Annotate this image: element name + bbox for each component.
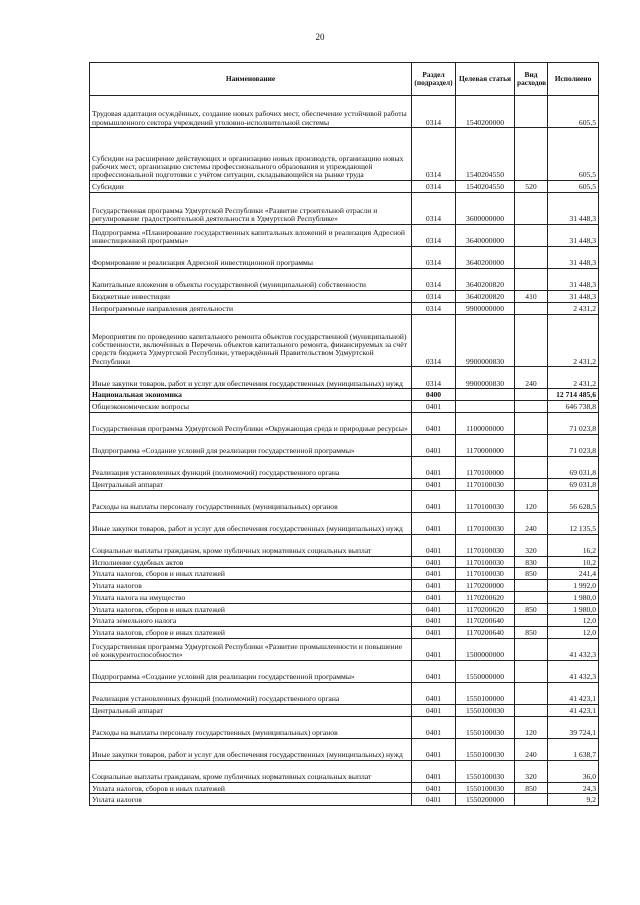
budget-execution-table: [89, 62, 599, 806]
row-name: Государственная программа Удмуртской Республики «Окружающая среда и природные ресурсы»: [90, 412, 412, 434]
table-row: [90, 704, 599, 716]
row-section: 0314: [412, 128, 456, 181]
row-name: Уплата налогов, сборов и иных платежей: [90, 782, 412, 794]
row-section: 0314: [412, 302, 456, 314]
row-name: Иные закупки товаров, работ и услуг для обеспечения государственных (муниципальных) нужд: [90, 512, 412, 534]
row-section: 0401: [412, 794, 456, 806]
row-amount: 605,5: [548, 181, 599, 193]
row-article: 1170000000: [456, 434, 515, 456]
row-kind: 240: [515, 367, 548, 389]
row-section: 0401: [412, 401, 456, 413]
row-kind: [515, 478, 548, 490]
table-row: [90, 534, 599, 556]
row-article: 1550100030: [456, 782, 515, 794]
row-name: Иные закупки товаров, работ и услуг для обеспечения государственных (муниципальных) нужд: [90, 367, 412, 389]
row-amount: 41 432,3: [548, 638, 599, 660]
row-name: Социальные выплаты гражданам, кроме публичных нормативных социальных выплат: [90, 760, 412, 782]
row-name: Общеэкономические вопросы: [90, 401, 412, 413]
row-section: 0314: [412, 192, 456, 224]
row-kind: 120: [515, 490, 548, 512]
row-amount: 31 448,3: [548, 247, 599, 269]
row-name: Расходы на выплаты персоналу государственных (муниципальных) органов: [90, 716, 412, 738]
row-kind: [515, 794, 548, 806]
row-article: 1170200000: [456, 580, 515, 592]
table-row: [90, 716, 599, 738]
row-name: Национальная экономика: [90, 389, 412, 401]
row-article: [456, 389, 515, 401]
row-section: 0314: [412, 181, 456, 193]
row-kind: [515, 591, 548, 603]
row-article: 1170100030: [456, 512, 515, 534]
row-section: 0401: [412, 490, 456, 512]
row-amount: 24,3: [548, 782, 599, 794]
row-section: 0401: [412, 738, 456, 760]
row-name: Субсидии на расширение действующих и организацию новых производств, организацию новых рабочих мест, организацию системы профессионального образования и упреждающей профессиональной подготовки с учётом ситуации, складывающейся на рынке труда: [90, 128, 412, 181]
row-amount: 2 431,2: [548, 302, 599, 314]
row-name: Уплата налогов, сборов и иных платежей: [90, 627, 412, 639]
row-amount: 69 031,8: [548, 478, 599, 490]
row-kind: [515, 704, 548, 716]
row-section: 0401: [412, 716, 456, 738]
row-section: 0401: [412, 556, 456, 568]
row-article: 3640000000: [456, 225, 515, 247]
row-amount: 36,0: [548, 760, 599, 782]
table-row: [90, 760, 599, 782]
row-kind: 120: [515, 716, 548, 738]
row-article: 1550100000: [456, 682, 515, 704]
row-article: 1170200640: [456, 615, 515, 627]
header-amount: Исполнено: [548, 63, 599, 96]
row-section: 0314: [412, 291, 456, 303]
row-kind: [515, 269, 548, 291]
row-kind: [515, 580, 548, 592]
row-kind: 850: [515, 627, 548, 639]
row-section: 0401: [412, 568, 456, 580]
row-article: 1550200000: [456, 794, 515, 806]
row-article: 9900000830: [456, 314, 515, 367]
row-name: Уплата налогов, сборов и иных платежей: [90, 603, 412, 615]
row-name: Подпрограмма «Создание условий для реализации государственной программы»: [90, 434, 412, 456]
table-row: [90, 96, 599, 128]
table-row: [90, 580, 599, 592]
row-article: 1500000000: [456, 638, 515, 660]
table-row: [90, 181, 599, 193]
row-article: 1170100030: [456, 490, 515, 512]
row-section: 0314: [412, 367, 456, 389]
row-kind: [515, 456, 548, 478]
row-kind: 520: [515, 181, 548, 193]
row-amount: 16,2: [548, 534, 599, 556]
row-amount: 1 638,7: [548, 738, 599, 760]
table-row: [90, 225, 599, 247]
table-row: [90, 412, 599, 434]
header-name: Наименование: [90, 63, 412, 96]
row-article: 3600000000: [456, 192, 515, 224]
header-kind: Вид расходов: [515, 63, 548, 96]
row-kind: [515, 225, 548, 247]
table-row: [90, 512, 599, 534]
row-amount: 39 724,1: [548, 716, 599, 738]
row-amount: 2 431,2: [548, 314, 599, 367]
row-section: 0401: [412, 456, 456, 478]
row-section: 0314: [412, 314, 456, 367]
row-article: 1170100030: [456, 478, 515, 490]
table-row: [90, 128, 599, 181]
table-row: [90, 603, 599, 615]
row-amount: 31 448,3: [548, 192, 599, 224]
row-name: Мероприятия по проведению капитального ремонта объектов государственной (муниципальной) собственности, включённых в Перечень объектов капитального ремонта, финансируемых за счёт средств бюджета Удмуртской Республики, утверждённый Правительством Удмуртской Республики: [90, 314, 412, 367]
row-section: 0401: [412, 603, 456, 615]
row-article: 3640200000: [456, 247, 515, 269]
row-amount: 10,2: [548, 556, 599, 568]
row-article: 1170200620: [456, 603, 515, 615]
row-amount: 1 992,0: [548, 580, 599, 592]
row-kind: [515, 660, 548, 682]
row-section: 0314: [412, 96, 456, 128]
row-amount: 56 628,5: [548, 490, 599, 512]
row-article: 1170200640: [456, 627, 515, 639]
row-section: 0401: [412, 638, 456, 660]
row-amount: 241,4: [548, 568, 599, 580]
row-name: Реализация установленных функций (полномочий) государственного органа: [90, 456, 412, 478]
row-section: 0401: [412, 534, 456, 556]
row-section: 0401: [412, 478, 456, 490]
row-section: 0401: [412, 704, 456, 716]
row-name: Капитальные вложения в объекты государственной (муниципальной) собственности: [90, 269, 412, 291]
table-row: [90, 389, 599, 401]
row-article: 1170100000: [456, 456, 515, 478]
row-kind: [515, 314, 548, 367]
row-name: Иные закупки товаров, работ и услуг для обеспечения государственных (муниципальных) нужд: [90, 738, 412, 760]
row-kind: 410: [515, 291, 548, 303]
row-kind: [515, 302, 548, 314]
row-section: 0401: [412, 760, 456, 782]
table-row: [90, 660, 599, 682]
row-name: Субсидии: [90, 181, 412, 193]
row-amount: 2 431,2: [548, 367, 599, 389]
row-section: 0401: [412, 682, 456, 704]
row-amount: 12 135,5: [548, 512, 599, 534]
row-kind: [515, 96, 548, 128]
header-section: Раздел (подраздел): [412, 63, 456, 96]
table-row: [90, 314, 599, 367]
row-name: Подпрограмма «Создание условий для реализации государственной программы»: [90, 660, 412, 682]
table-row: [90, 401, 599, 413]
row-name: Центральный аппарат: [90, 478, 412, 490]
row-amount: 1 980,0: [548, 591, 599, 603]
row-kind: 320: [515, 760, 548, 782]
row-name: Государственная программа Удмуртской Республики «Развитие строительной отрасли и регулирование градостроительной деятельности в Удмуртской Республике»: [90, 192, 412, 224]
table-row: [90, 782, 599, 794]
row-article: 1550100030: [456, 704, 515, 716]
table-row: [90, 738, 599, 760]
row-section: 0401: [412, 412, 456, 434]
row-name: Исполнение судебных актов: [90, 556, 412, 568]
table-row: [90, 591, 599, 603]
table-row: [90, 490, 599, 512]
row-section: 0400: [412, 389, 456, 401]
row-section: 0401: [412, 580, 456, 592]
row-article: 1540204550: [456, 181, 515, 193]
row-amount: 31 448,3: [548, 269, 599, 291]
row-kind: 850: [515, 568, 548, 580]
table-row: [90, 682, 599, 704]
row-amount: 41 432,3: [548, 660, 599, 682]
row-article: 9900000000: [456, 302, 515, 314]
page-number: 20: [315, 32, 325, 42]
row-article: 1170100030: [456, 568, 515, 580]
row-kind: [515, 128, 548, 181]
row-kind: 850: [515, 782, 548, 794]
table-row: [90, 269, 599, 291]
table-row: [90, 615, 599, 627]
row-amount: 12 714 485,6: [548, 389, 599, 401]
table-row: [90, 568, 599, 580]
row-article: 1170100030: [456, 534, 515, 556]
row-kind: [515, 682, 548, 704]
table-row: [90, 302, 599, 314]
table-body: [90, 96, 599, 806]
row-name: Социальные выплаты гражданам, кроме публичных нормативных социальных выплат: [90, 534, 412, 556]
row-amount: 41 423,1: [548, 704, 599, 716]
table-row: [90, 456, 599, 478]
row-amount: 1 980,0: [548, 603, 599, 615]
row-name: Непрограммные направления деятельности: [90, 302, 412, 314]
row-article: 1550100030: [456, 760, 515, 782]
row-name: Подпрограмма «Планирование государственных капитальных вложений и реализация Адресной инвестиционной программы»: [90, 225, 412, 247]
row-article: 1170100030: [456, 556, 515, 568]
row-article: 3640200820: [456, 269, 515, 291]
row-section: 0401: [412, 512, 456, 534]
row-article: 1100000000: [456, 412, 515, 434]
row-amount: 69 031,8: [548, 456, 599, 478]
row-kind: [515, 615, 548, 627]
row-article: 9900000830: [456, 367, 515, 389]
row-article: [456, 401, 515, 413]
row-kind: [515, 192, 548, 224]
row-article: 1550100030: [456, 738, 515, 760]
table-row: [90, 638, 599, 660]
table-row: [90, 434, 599, 456]
row-article: 1550000000: [456, 660, 515, 682]
row-kind: 850: [515, 603, 548, 615]
row-amount: 646 738,8: [548, 401, 599, 413]
row-amount: 12,0: [548, 627, 599, 639]
row-amount: 605,5: [548, 128, 599, 181]
row-name: Государственная программа Удмуртской Республики «Развитие промышленности и повышение её конкурентоспособности»: [90, 638, 412, 660]
row-amount: 605,5: [548, 96, 599, 128]
row-name: Уплата налогов: [90, 794, 412, 806]
row-name: Уплата земельного налога: [90, 615, 412, 627]
row-kind: [515, 389, 548, 401]
row-name: Расходы на выплаты персоналу государственных (муниципальных) органов: [90, 490, 412, 512]
row-section: 0401: [412, 434, 456, 456]
table-row: [90, 192, 599, 224]
row-amount: 71 023,8: [548, 412, 599, 434]
row-section: 0314: [412, 225, 456, 247]
table-header-row: [90, 63, 599, 96]
row-section: 0314: [412, 247, 456, 269]
row-article: 1550100030: [456, 716, 515, 738]
row-kind: 830: [515, 556, 548, 568]
row-kind: 240: [515, 738, 548, 760]
row-article: 3640200820: [456, 291, 515, 303]
row-section: 0314: [412, 269, 456, 291]
row-name: Трудовая адаптация осуждённых, создание новых рабочих мест, обеспечение устойчивой работы промышленного сектора учреждений уголовно-исполнительной системы: [90, 96, 412, 128]
row-amount: 71 023,8: [548, 434, 599, 456]
table-row: [90, 291, 599, 303]
row-article: 1540200000: [456, 96, 515, 128]
row-kind: [515, 247, 548, 269]
table-row: [90, 478, 599, 490]
row-section: 0401: [412, 615, 456, 627]
row-amount: 9,2: [548, 794, 599, 806]
row-kind: 240: [515, 512, 548, 534]
row-amount: 12,0: [548, 615, 599, 627]
row-name: Формирование и реализация Адресной инвестиционной программы: [90, 247, 412, 269]
row-amount: 31 448,3: [548, 225, 599, 247]
row-kind: 320: [515, 534, 548, 556]
row-amount: 31 448,3: [548, 291, 599, 303]
row-section: 0401: [412, 627, 456, 639]
row-kind: [515, 638, 548, 660]
row-kind: [515, 434, 548, 456]
row-article: 1540204550: [456, 128, 515, 181]
table-row: [90, 556, 599, 568]
row-name: Реализация установленных функций (полномочий) государственного органа: [90, 682, 412, 704]
row-name: Центральный аппарат: [90, 704, 412, 716]
row-article: 1170200620: [456, 591, 515, 603]
row-kind: [515, 401, 548, 413]
row-section: 0401: [412, 660, 456, 682]
row-name: Бюджетные инвестиции: [90, 291, 412, 303]
row-name: Уплата налога на имущество: [90, 591, 412, 603]
row-section: 0401: [412, 782, 456, 794]
row-section: 0401: [412, 591, 456, 603]
table-row: [90, 794, 599, 806]
header-article: Целевая статья: [456, 63, 515, 96]
table-row: [90, 627, 599, 639]
row-name: Уплата налогов, сборов и иных платежей: [90, 568, 412, 580]
row-kind: [515, 412, 548, 434]
row-name: Уплата налогов: [90, 580, 412, 592]
table-row: [90, 367, 599, 389]
table-row: [90, 247, 599, 269]
row-amount: 41 423,1: [548, 682, 599, 704]
